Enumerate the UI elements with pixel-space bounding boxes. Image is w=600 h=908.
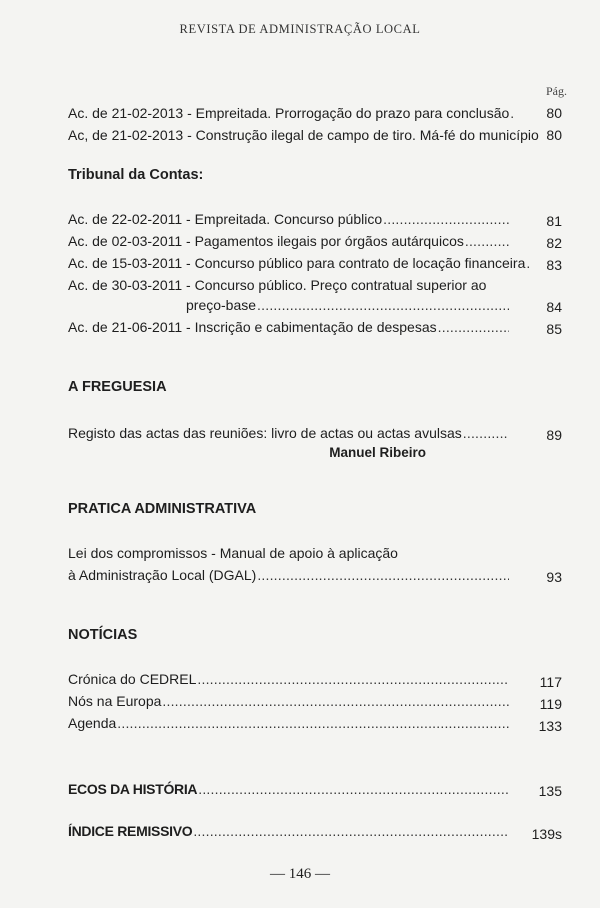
toc-entry-text: Ac. de 02-03-2011 - Pagamentos ilegais por órgãos autárquicos bbox=[68, 233, 464, 249]
toc-entry bbox=[68, 318, 513, 336]
toc-entry-text: Agenda bbox=[68, 715, 117, 731]
toc-entry-text: Ac. de 22-02-2011 - Empreitada. Concurso público bbox=[68, 211, 383, 227]
toc-entry-text: Ac. de 21-06-2011 - Inscrição e cabimentação de despesas bbox=[68, 319, 437, 335]
toc-entry-continuation bbox=[186, 296, 513, 314]
leader-dots bbox=[383, 210, 509, 228]
toc-entry-page: 119 bbox=[539, 696, 562, 712]
toc-entry bbox=[68, 692, 513, 710]
section-heading-freguesia: A FREGUESIA bbox=[68, 379, 167, 395]
toc-entry bbox=[68, 424, 513, 442]
toc-entry-text: à Administração Local (DGAL) bbox=[68, 567, 257, 583]
leader-dots bbox=[117, 714, 509, 732]
toc-entry-page: 93 bbox=[546, 569, 562, 585]
page-column-label: Pág. bbox=[546, 84, 567, 98]
toc-entry-page: 82 bbox=[546, 235, 562, 251]
page-number: — 146 — bbox=[270, 866, 330, 882]
toc-entry bbox=[68, 670, 513, 688]
leader-dots bbox=[463, 424, 509, 442]
leader-dots bbox=[198, 780, 509, 798]
toc-entry-text: Lei dos compromissos - Manual de apoio à aplicação bbox=[68, 545, 398, 561]
toc-entry-page: 117 bbox=[539, 674, 562, 690]
toc-entry-text: ÍNDICE REMISSIVO bbox=[68, 823, 193, 839]
leader-dots bbox=[193, 822, 509, 840]
toc-entry-text: Ac, de 21-02-2013 - Construção ilegal de campo de tiro. Má-fé do município bbox=[68, 127, 539, 143]
toc-entry-text: Ac. de 30-03-2011 - Concurso público. Preço contratual superior ao bbox=[68, 277, 487, 293]
toc-entry-page: 81 bbox=[546, 213, 562, 229]
leader-dots bbox=[465, 232, 509, 250]
leader-dots bbox=[438, 318, 509, 336]
section-heading-pratica: PRATICA ADMINISTRATIVA bbox=[68, 501, 257, 517]
toc-entry-page: 139s bbox=[531, 826, 562, 842]
toc-entry-text: ECOS DA HISTÓRIA bbox=[68, 781, 198, 797]
toc-entry bbox=[68, 254, 526, 272]
author-name: Manuel Ribeiro bbox=[329, 445, 426, 460]
toc-entry-page: 135 bbox=[538, 783, 562, 799]
toc-entry bbox=[68, 104, 513, 122]
section-heading-tribunal: Tribunal da Contas: bbox=[68, 167, 204, 183]
leader-dots bbox=[526, 254, 530, 272]
toc-entry-page: 84 bbox=[546, 299, 562, 315]
toc-entry-ecos bbox=[68, 780, 513, 798]
toc-entry-text: Crónica do CEDREL bbox=[68, 671, 197, 687]
toc-entry-page: 80 bbox=[546, 105, 562, 121]
toc-entry bbox=[68, 210, 513, 228]
toc-entry-text: preço-base bbox=[186, 297, 257, 313]
toc-entry-page: 80 bbox=[546, 127, 562, 143]
running-title: REVISTA DE ADMINISTRAÇÃO LOCAL bbox=[179, 22, 421, 36]
toc-entry bbox=[68, 566, 513, 584]
toc-entry-text: Ac. de 15-03-2011 - Concurso público para contrato de locação financeira bbox=[68, 255, 526, 271]
toc-entry bbox=[68, 126, 539, 144]
leader-dots bbox=[257, 296, 509, 314]
leader-dots bbox=[510, 104, 514, 122]
leader-dots bbox=[197, 670, 509, 688]
section-heading-noticias: NOTÍCIAS bbox=[68, 627, 138, 643]
toc-entry-page: 83 bbox=[546, 257, 562, 273]
toc-entry-page: 85 bbox=[546, 321, 562, 337]
toc-entry bbox=[68, 232, 513, 250]
toc-entry-page: 133 bbox=[538, 718, 562, 734]
leader-dots bbox=[162, 692, 509, 710]
toc-entry-page: 89 bbox=[546, 427, 562, 443]
toc-entry-text: Ac. de 21-02-2013 - Empreitada. Prorrogação do prazo para conclusão bbox=[68, 105, 510, 121]
toc-entry bbox=[68, 714, 513, 732]
leader-dots bbox=[257, 566, 509, 584]
toc-entry-text: Registo das actas das reuniões: livro de actas ou actas avulsas bbox=[68, 425, 462, 441]
toc-entry-text: Nós na Europa bbox=[68, 693, 162, 709]
toc-entry-indice bbox=[68, 822, 513, 840]
